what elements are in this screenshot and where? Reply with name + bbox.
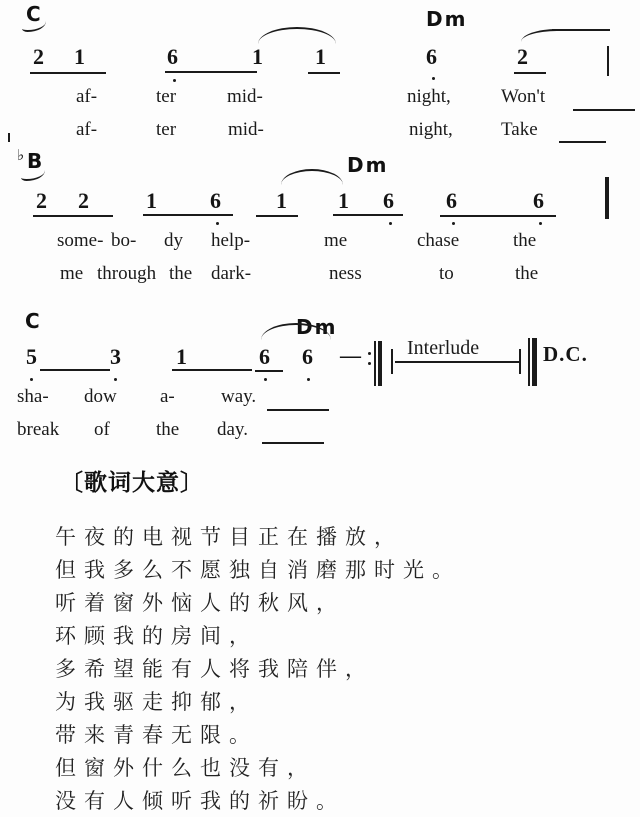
beat-line xyxy=(256,215,298,217)
melisma-line xyxy=(262,442,324,444)
repeat-barline-thick xyxy=(378,341,382,386)
octave-dot xyxy=(114,378,117,381)
octave-dot xyxy=(389,222,392,225)
note: 6 xyxy=(259,344,270,369)
slur-icon xyxy=(258,27,336,44)
interlude-label: Interlude xyxy=(407,337,480,359)
lyric-syllable: me xyxy=(60,263,84,284)
dc-label: D.C. xyxy=(543,342,588,366)
extension-line xyxy=(143,214,233,216)
lyric-syllable: night, xyxy=(409,119,453,140)
lyric-syllable: through xyxy=(97,263,157,284)
octave-dot xyxy=(452,222,455,225)
barline-thick xyxy=(605,177,609,219)
lyric-syllable: break xyxy=(17,419,60,440)
lyric-syllable: Take xyxy=(501,119,538,140)
lyric-syllable: dy xyxy=(164,230,183,251)
bracket-dash xyxy=(509,361,519,363)
lyric-syllable: day. xyxy=(217,419,248,440)
octave-dot xyxy=(264,378,267,381)
chord-label: C xyxy=(26,2,43,26)
note: 5 xyxy=(26,344,37,369)
lyric-syllable: way. xyxy=(221,386,257,407)
translation-line: 带来青春无限。 xyxy=(55,723,258,747)
octave-dot xyxy=(30,378,33,381)
note: 6 xyxy=(533,188,544,213)
note: 6 xyxy=(167,44,178,69)
note: 2 xyxy=(517,44,528,69)
extension-line xyxy=(440,215,556,217)
translation-line: 但窗外什么也没有， xyxy=(55,756,316,780)
lyric-syllable: the xyxy=(169,263,193,284)
lyric-syllable: of xyxy=(94,419,110,440)
stray-mark xyxy=(8,133,10,142)
lyric-syllable: some- xyxy=(57,230,104,251)
lyric-syllable: sha- xyxy=(17,386,49,407)
note: 1 xyxy=(315,44,326,69)
note: 1 xyxy=(252,44,263,69)
lyric-syllable: bo- xyxy=(111,230,137,251)
lyric-syllable: the xyxy=(513,230,537,251)
extension-line xyxy=(40,369,110,371)
extension-line xyxy=(333,214,403,216)
note: 1 xyxy=(176,344,187,369)
chord-label: C xyxy=(25,309,42,333)
note: 2 xyxy=(36,188,47,213)
melisma-line xyxy=(559,141,606,143)
final-barline-thin xyxy=(528,338,530,386)
half-note-dash: — xyxy=(340,343,361,367)
lyric-syllable: Won't xyxy=(501,86,546,107)
extension-line xyxy=(172,369,252,371)
note: 2 xyxy=(78,188,89,213)
repeat-dot xyxy=(368,362,371,365)
translation-line: 为我驱走抑郁， xyxy=(55,690,258,714)
translation-header: 〔歌词大意〕 xyxy=(60,470,204,496)
chord-slur-icon xyxy=(22,18,46,32)
lyric-syllable: mid- xyxy=(227,86,263,107)
lyric-syllable: help- xyxy=(211,230,251,251)
melisma-line xyxy=(573,109,635,111)
octave-dot xyxy=(307,378,310,381)
note: 1 xyxy=(276,188,287,213)
extension-line xyxy=(165,71,257,73)
lyric-syllable: af- xyxy=(76,119,98,140)
note: 1 xyxy=(146,188,157,213)
translation-line: 没有人倾听我的祈盼。 xyxy=(55,789,345,813)
note: 6 xyxy=(426,44,437,69)
translation-line: 多希望能有人将我陪伴， xyxy=(55,657,374,681)
note: 6 xyxy=(446,188,457,213)
octave-dot xyxy=(173,79,176,82)
lyric-syllable: ter xyxy=(156,119,177,140)
lyric-syllable: the xyxy=(515,263,539,284)
lyric-syllable: to xyxy=(439,263,454,284)
beat-line xyxy=(30,72,106,74)
note: 6 xyxy=(383,188,394,213)
octave-dot xyxy=(539,222,542,225)
barline xyxy=(607,46,609,76)
lyric-syllable: ness xyxy=(329,263,362,284)
beat-line xyxy=(33,215,113,217)
repeat-dot xyxy=(368,352,371,355)
lyric-syllable: the xyxy=(156,419,180,440)
lyric-syllable: a- xyxy=(160,386,175,407)
lyric-syllable: chase xyxy=(417,230,460,251)
chord-label: Dm xyxy=(347,153,389,177)
note: 3 xyxy=(110,344,121,369)
lyric-syllable: me xyxy=(324,230,348,251)
note: 1 xyxy=(74,44,85,69)
note: 6 xyxy=(302,344,313,369)
translation-line: 午夜的电视节目正在播放， xyxy=(55,525,403,549)
octave-dot xyxy=(432,77,435,80)
slur-icon xyxy=(281,169,343,185)
lyric-syllable: night, xyxy=(407,86,451,107)
repeat-barline-thin xyxy=(374,341,376,386)
beat-line xyxy=(514,72,546,74)
flat-icon: ♭ xyxy=(17,146,25,164)
interlude-underline xyxy=(404,361,510,363)
translation-line: 但我多么不愿独自消磨那时光。 xyxy=(55,558,461,582)
melisma-line xyxy=(267,409,329,411)
tie-line xyxy=(552,29,610,31)
lyric-syllable: af- xyxy=(76,86,98,107)
note: 1 xyxy=(338,188,349,213)
bracket-tick xyxy=(391,349,393,374)
translation-line: 环顾我的房间， xyxy=(55,624,258,648)
note: 2 xyxy=(33,44,44,69)
lyric-syllable: mid- xyxy=(228,119,264,140)
final-barline-thick xyxy=(532,338,537,386)
chord-slur-icon xyxy=(21,167,45,181)
lyric-syllable: dow xyxy=(84,386,117,407)
chord-label: Dm xyxy=(426,7,468,31)
lyric-syllable: dark- xyxy=(211,263,252,284)
beat-line xyxy=(308,72,340,74)
lyric-syllable: ter xyxy=(156,86,177,107)
translation-line: 听着窗外恼人的秋风， xyxy=(55,591,345,615)
octave-dot xyxy=(216,222,219,225)
note: 6 xyxy=(210,188,221,213)
beat-line xyxy=(255,370,283,372)
bracket-tick xyxy=(519,349,521,374)
chord-label: Dm xyxy=(296,315,338,339)
chord-label: B xyxy=(27,149,45,173)
